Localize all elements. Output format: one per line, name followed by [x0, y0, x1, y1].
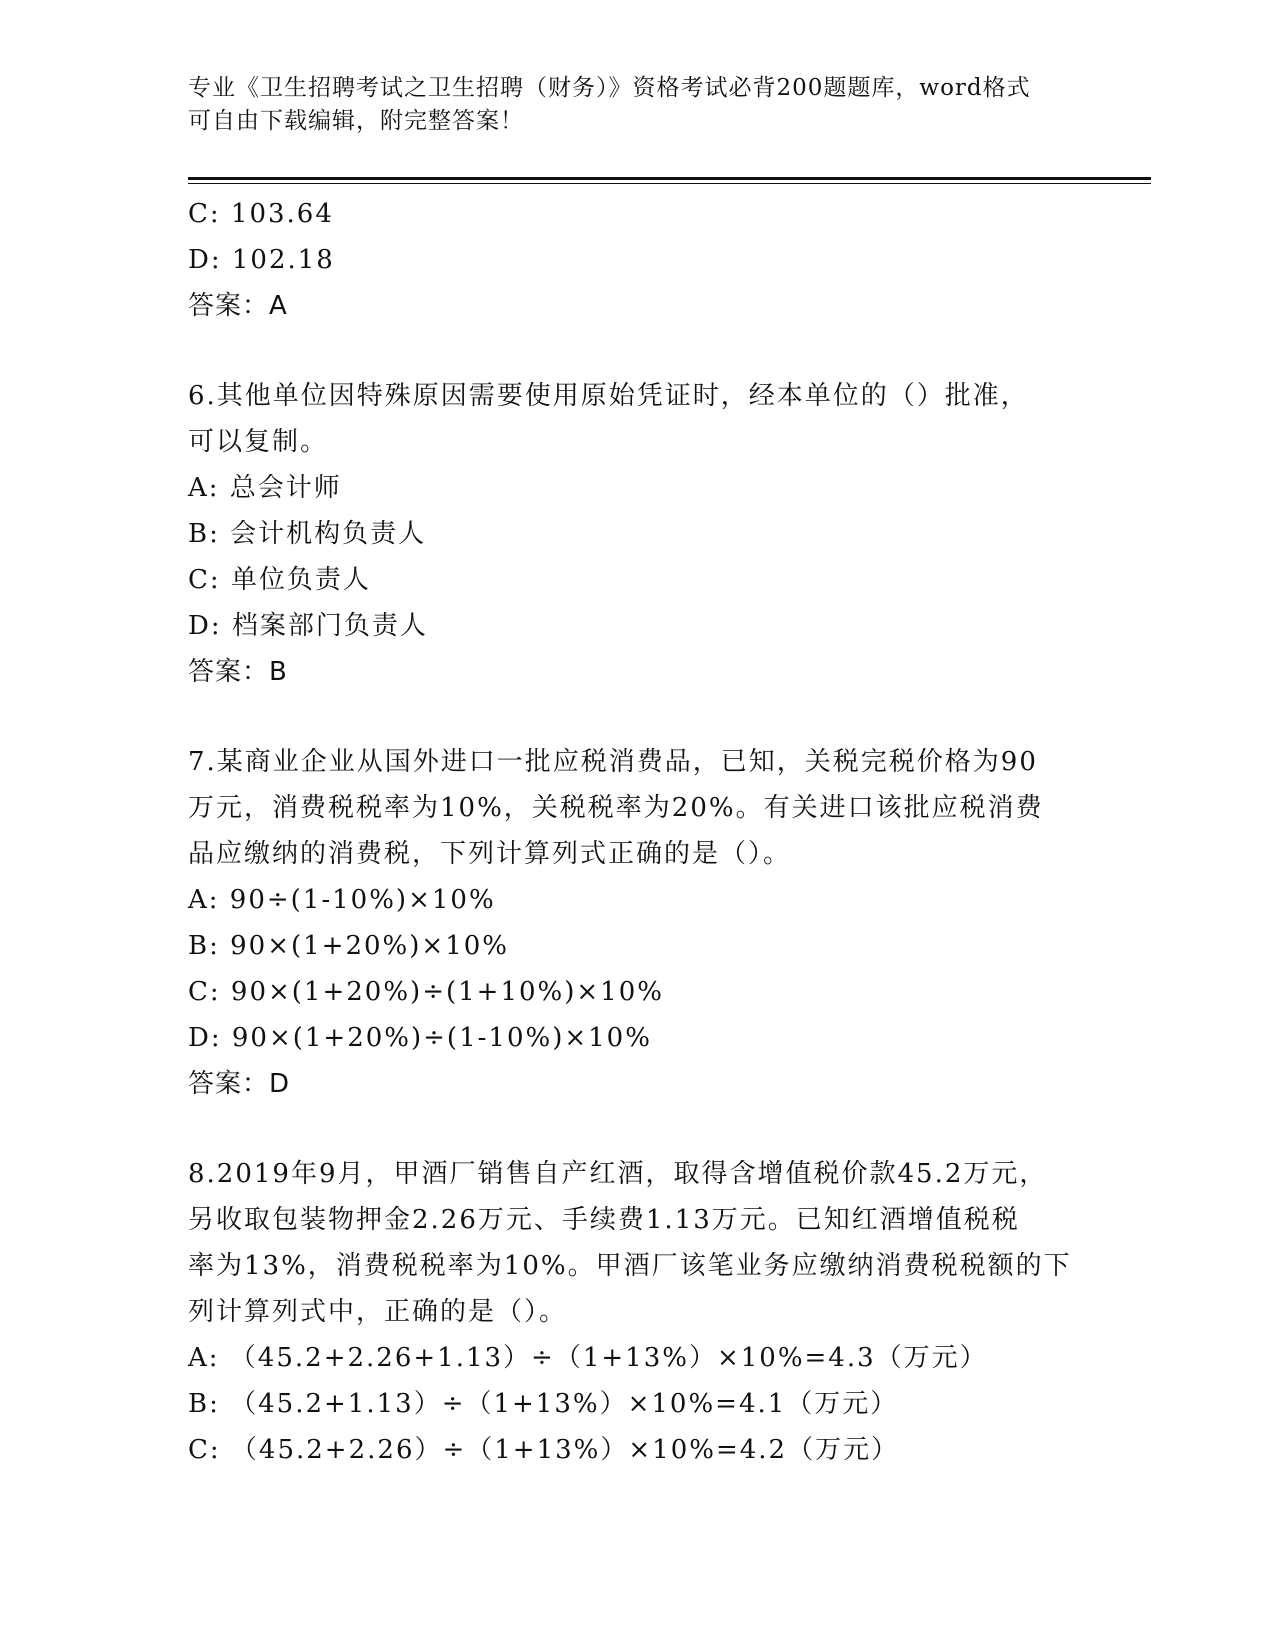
option-a: A: 总会计师: [188, 473, 342, 503]
header-line-2: 可自由下载编辑，附完整答案！: [188, 108, 524, 134]
question-list: [188, 191, 1088, 1473]
answer-label: 答案：D: [188, 1069, 291, 1099]
question-5-tail: [188, 191, 1088, 329]
question-stem: 列计算列式中，正确的是（）。: [188, 1297, 568, 1327]
option-a: A: 90÷(1-10%)×10%: [188, 885, 496, 915]
question-8: [188, 1151, 1088, 1473]
option-c: C: 单位负责人: [188, 565, 371, 595]
answer-label: 答案：A: [188, 291, 288, 321]
question-stem: 另收取包装物押金2.26万元、手续费1.13万元。已知红酒增值税税: [188, 1205, 1020, 1235]
option-c: C: 103.64: [188, 199, 334, 229]
question-stem: 万元，消费税税率为10%，关税税率为20%。有关进口该批应税消费: [188, 793, 1044, 823]
document-header: [188, 72, 1088, 138]
option-b: B: 90×(1+20%)×10%: [188, 931, 509, 961]
question-stem: 率为13%，消费税税率为10%。甲酒厂该笔业务应缴纳消费税税额的下: [188, 1251, 1072, 1281]
option-c: C: 90×(1+20%)÷(1+10%)×10%: [188, 977, 664, 1007]
answer-label: 答案：B: [188, 657, 288, 687]
question-7: [188, 739, 1088, 1107]
spacer: [188, 329, 1088, 373]
spacer: [188, 695, 1088, 739]
header-divider-thin: [188, 183, 1151, 184]
option-c: C: （45.2+2.26）÷（1+13%）×10%=4.2（万元）: [188, 1435, 900, 1465]
header-divider-thick: [188, 177, 1151, 180]
option-a: A: （45.2+2.26+1.13）÷（1+13%）×10%=4.3（万元）: [188, 1343, 988, 1373]
question-stem: 6.其他单位因特殊原因需要使用原始凭证时，经本单位的（）批准，: [188, 381, 1029, 411]
spacer: [188, 1107, 1088, 1151]
question-stem: 8.2019年9月，甲酒厂销售自产红酒，取得含增值税价款45.2万元，: [188, 1159, 1048, 1189]
option-d: D: 90×(1+20%)÷(1-10%)×10%: [188, 1023, 652, 1053]
option-d: D: 档案部门负责人: [188, 611, 428, 641]
header-line-1: 专业《卫生招聘考试之卫生招聘（财务）》资格考试必背200题题库，word格式: [188, 75, 1031, 101]
option-b: B: 会计机构负责人: [188, 519, 427, 549]
question-stem: 品应缴纳的消费税，下列计算列式正确的是（）。: [188, 839, 792, 869]
question-stem: 可以复制。: [188, 427, 329, 457]
option-b: B: （45.2+1.13）÷（1+13%）×10%=4.1（万元）: [188, 1389, 899, 1419]
question-stem: 7.某商业企业从国外进口一批应税消费品，已知，关税完税价格为90: [188, 747, 1038, 777]
question-6: [188, 373, 1088, 695]
option-d: D: 102.18: [188, 245, 335, 275]
